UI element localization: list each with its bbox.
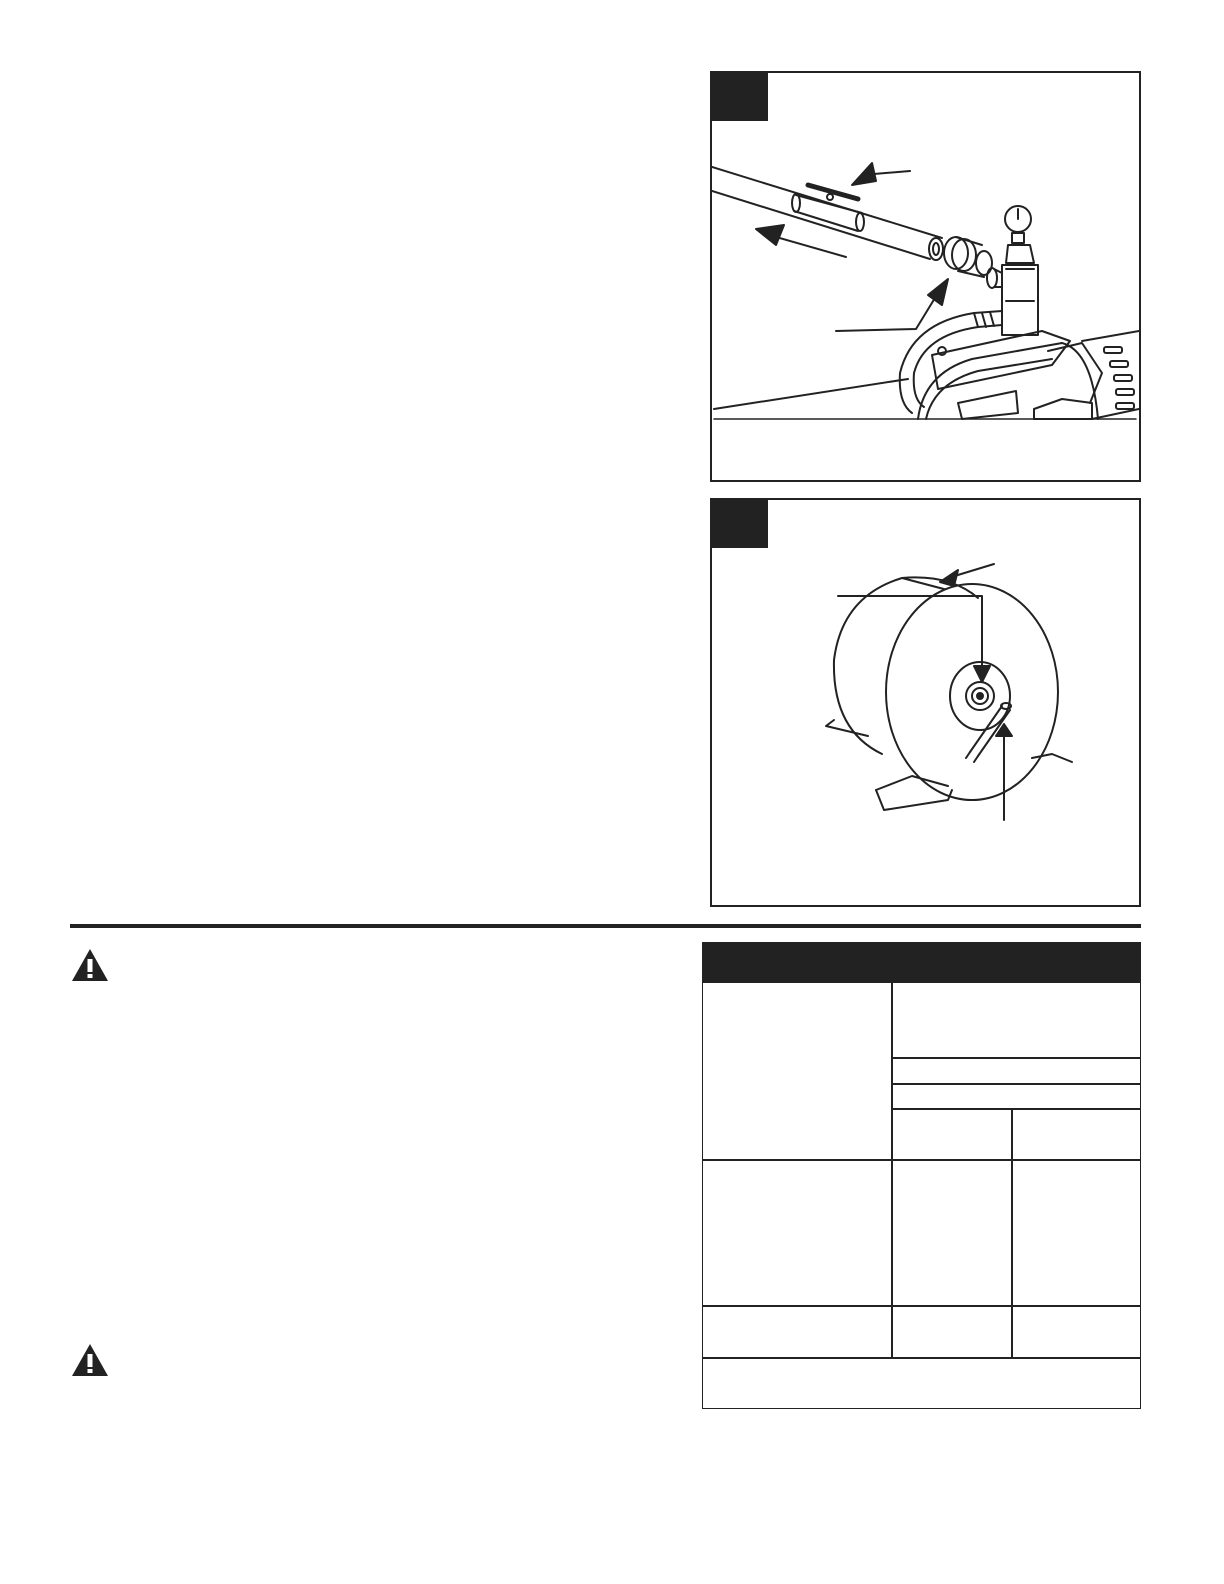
table-grid-line: [891, 1057, 1140, 1059]
figure-pipe-connection: [710, 71, 1141, 482]
table-grid-line: [1011, 1108, 1013, 1357]
table-grid-line: [891, 1083, 1140, 1085]
table-header: [703, 943, 1140, 983]
table-grid-line: [703, 1305, 1140, 1307]
table-grid-line: [703, 1159, 1140, 1161]
warning-triangle-icon: [70, 947, 110, 983]
section-divider: [70, 924, 1141, 928]
pipe-connection-illustration: [712, 73, 1139, 480]
table-grid-line: [891, 1108, 1140, 1110]
table-grid-line: [703, 1357, 1140, 1359]
figure-pressure-tank: [710, 498, 1141, 907]
warning-triangle-icon: [70, 1342, 110, 1378]
specifications-table: [702, 942, 1141, 1409]
pressure-tank-illustration: [712, 500, 1139, 905]
table-grid-line: [891, 983, 893, 1357]
